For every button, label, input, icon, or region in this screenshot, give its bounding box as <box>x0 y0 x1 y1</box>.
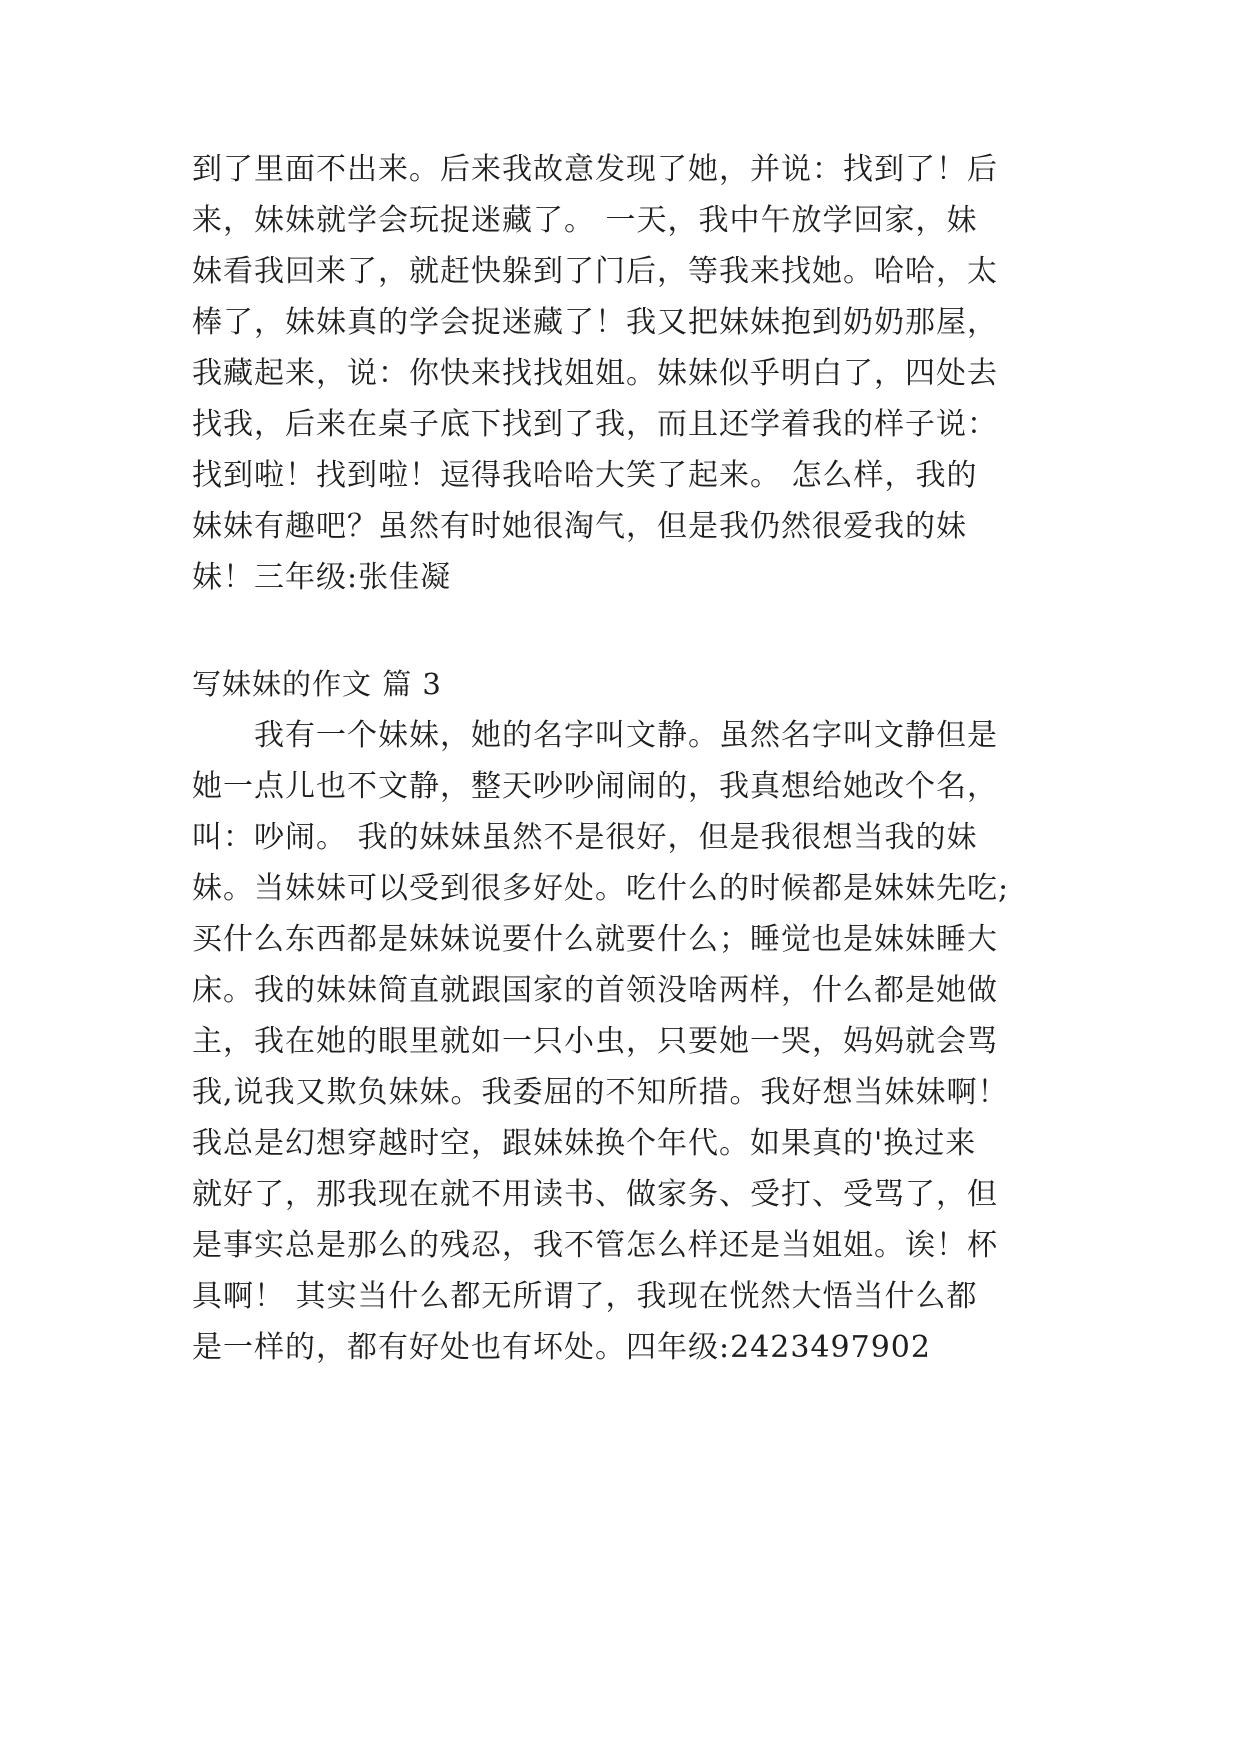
text-line: 我有一个妹妹，她的名字叫文静。虽然名字叫文静但是 <box>192 718 998 753</box>
text-line: 找我，后来在桌子底下找到了我，而且还学着我的样子说： <box>192 407 998 442</box>
text-line: 妹妹有趣吧？虽然有时她很淘气，但是我仍然很爱我的妹 <box>192 509 967 544</box>
text-line: 床。我的妹妹简直就跟国家的首领没啥两样，什么都是她做 <box>192 973 998 1008</box>
text-line: 到了里面不出来。后来我故意发现了她，并说：找到了！后 <box>192 152 998 187</box>
text-line: 我藏起来，说：你快来找找姐姐。妹妹似乎明白了，四处去 <box>192 356 998 391</box>
text-line: 妹看我回来了，就赶快躲到了门后，等我来找她。哈哈，太 <box>192 254 998 289</box>
text-line: 买什么东西都是妹妹说要什么就要什么；睡觉也是妹妹睡大 <box>192 922 998 957</box>
text-line: 主，我在她的眼里就如一只小虫，只要她一哭，妈妈就会骂 <box>192 1024 998 1059</box>
text-line: 棒了，妹妹真的学会捉迷藏了！我又把妹妹抱到奶奶那屋， <box>192 305 998 340</box>
text-line: 妹。当妹妹可以受到很多好处。吃什么的时候都是妹妹先吃; <box>192 871 1010 906</box>
text-line: 我,说我又欺负妹妹。我委屈的不知所措。我好想当妹妹啊！ <box>192 1075 1009 1110</box>
text-line: 妹！三年级:张佳凝 <box>192 560 452 595</box>
text-line: 是事实总是那么的残忍，我不管怎么样还是当姐姐。诶！杯 <box>192 1228 998 1263</box>
text-line: 具啊！ 其实当什么都无所谓了，我现在恍然大悟当什么都 <box>192 1279 978 1314</box>
text-line: 是一样的，都有好处也有坏处。四年级:2423497902 <box>192 1330 931 1365</box>
text-line: 就好了，那我现在就不用读书、做家务、受打、受骂了，但 <box>192 1177 998 1212</box>
text-line: 我总是幻想穿越时空，跟妹妹换个年代。如果真的'换过来 <box>192 1126 977 1161</box>
section-heading: 写妹妹的作文 篇 3 <box>192 667 442 701</box>
text-line: 来，妹妹就学会玩捉迷藏了。 一天，我中午放学回家，妹 <box>192 203 978 238</box>
text-line: 她一点儿也不文静，整天吵吵闹闹的，我真想给她改个名， <box>192 769 998 804</box>
text-line: 叫：吵闹。 我的妹妹虽然不是很好，但是我很想当我的妹 <box>192 820 978 855</box>
text-line: 找到啦！找到啦！逗得我哈哈大笑了起来。 怎么样，我的 <box>192 458 978 493</box>
